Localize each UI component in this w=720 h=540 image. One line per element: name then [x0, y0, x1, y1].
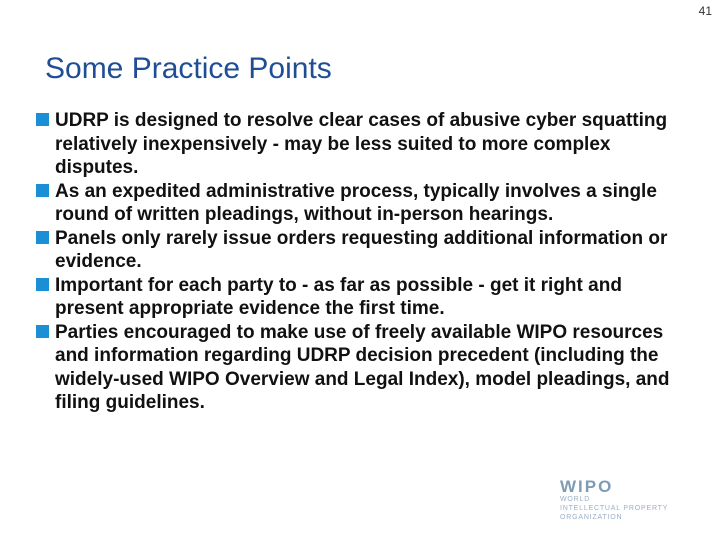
- bullet-text: Important for each party to - as far as possible - get it right and present appropriate evidence the first time.: [55, 274, 622, 319]
- bullet-item: [36, 274, 676, 321]
- page-number: 41: [698, 4, 712, 18]
- bullet-item: [36, 227, 676, 274]
- square-bullet-icon: [36, 113, 49, 126]
- bullet-item: [36, 109, 676, 180]
- bullet-item: [36, 321, 676, 415]
- logo-line-1: WORLD: [560, 496, 591, 503]
- logo-line-3: ORGANIZATION: [560, 514, 623, 521]
- bullet-text: UDRP is designed to resolve clear cases of abusive cyber squatting relatively inexpensively - may be less suited to more complex disputes.: [55, 110, 668, 178]
- bullet-text: Parties encouraged to make use of freely available WIPO resources and information regarding UDRP decision precedent (including the widely-used WIPO Overview and Legal Index), model pleadings, and filing guidelines.: [55, 321, 670, 413]
- square-bullet-icon: [36, 325, 49, 338]
- bullet-item: [36, 180, 676, 227]
- bullet-text: As an expedited administrative process, typically involves a single round of written pleadings, without in-person hearings.: [55, 180, 657, 225]
- logo-wordmark: WIPO: [560, 477, 614, 496]
- bullet-list: [36, 109, 676, 415]
- logo-line-2: INTELLECTUAL PROPERTY: [560, 505, 669, 512]
- bullet-text: Panels only rarely issue orders requesting additional information or evidence.: [55, 227, 668, 272]
- slide-title: Some Practice Points: [45, 52, 332, 85]
- wipo-logo: [560, 478, 668, 522]
- square-bullet-icon: [36, 184, 49, 197]
- square-bullet-icon: [36, 278, 49, 291]
- square-bullet-icon: [36, 231, 49, 244]
